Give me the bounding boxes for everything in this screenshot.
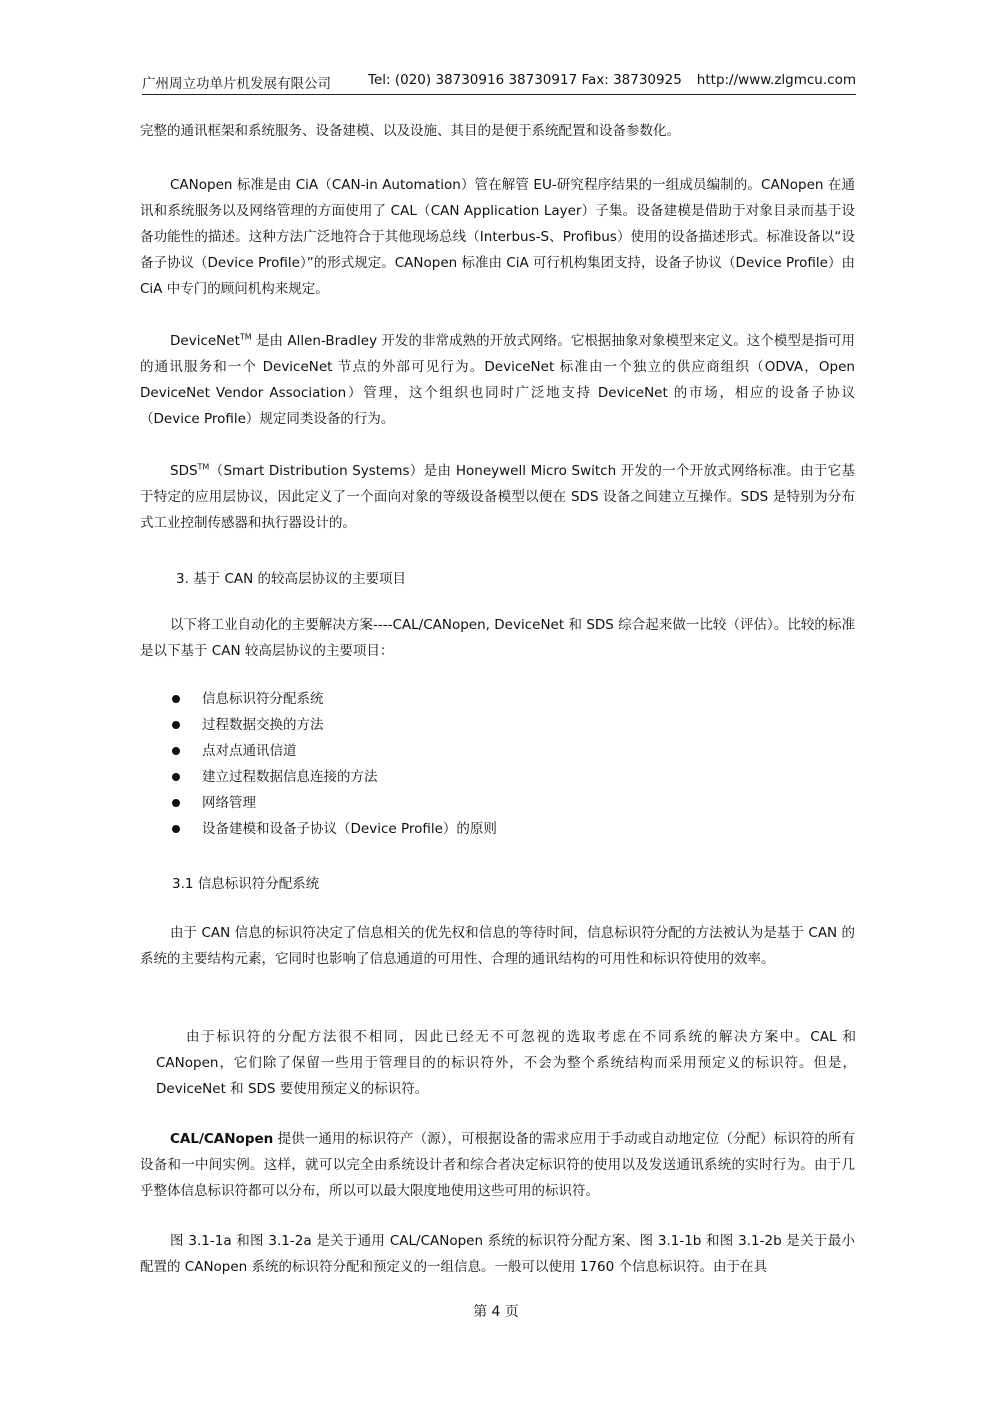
devicenet-text: 是由 Allen-Bradley 开发的非常成熟的开放式网络。它根据抽象对象模型来定义。这个模型是指可用的通讯服务和一个 DeviceNet 节点的外部可见行为。DeviceNet 标准由一个独立的供应商组织（ODVA，Open DeviceNet Vendor Association）管理，这个组织也同时广泛地支持 DeviceNet 的市场，相应的设备子协议（Device Profile）规定同类设备的行为。: [140, 333, 855, 427]
list-item: 建立过程数据信息连接的方法: [172, 764, 672, 790]
list-item: 点对点通讯信道: [172, 738, 672, 764]
list-item: 过程数据交换的方法: [172, 712, 672, 738]
section-heading-3: 3. 基于 CAN 的较高层协议的主要项目: [176, 571, 407, 587]
paragraph-cal-canopen: [140, 1126, 855, 1204]
devicenet-name: DeviceNet: [170, 333, 240, 349]
criteria-list: [172, 686, 672, 842]
page-number: 第 4 页: [473, 1304, 519, 1320]
paragraph-sds: [140, 458, 855, 536]
paragraph-allocation: 由于标识符的分配方法很不相同，因此已经无不可忽视的选取考虑在不同系统的解决方案中。CAL 和 CANopen，它们除了保留一些用于管理目的的标识符外，不会为整个系统结构而采用预定义的标识符。但是，DeviceNet 和 SDS 要使用预定义的标识符。: [156, 1029, 856, 1097]
section-heading-3-1: 3.1 信息标识符分配系统: [172, 876, 320, 892]
trademark-mark: TM: [239, 332, 252, 342]
paragraph-devicenet: [140, 328, 855, 432]
paragraph-figures: 图 3.1-1a 和图 3.1-2a 是关于通用 CAL/CANopen 系统的标识符分配方案、图 3.1-1b 和图 3.1-2b 是关于最小配置的 CANopen 系统的标识符分配和预定义的一组信息。一般可以使用 1760 个信息标识符。由于在具: [140, 1233, 855, 1275]
sds-name: SDS: [170, 463, 198, 479]
paragraph-identifier: 由于 CAN 信息的标识符决定了信息相关的优先权和信息的等待时间，信息标识符分配的方法被认为是基于 CAN 的系统的主要结构元素，它同时也影响了信息通道的可用性、合理的通讯结构的可用性和标识符使用的效率。: [140, 925, 855, 967]
bullet-icon: [172, 695, 180, 703]
header-company: 广州周立功单片机发展有限公司: [142, 76, 331, 92]
paragraph-comparison: 以下将工业自动化的主要解决方案----CAL/CANopen, DeviceNet 和 SDS 综合起来做一比较（评估）。比较的标准是以下基于 CAN 较高层协议的主要项目：: [140, 617, 855, 659]
list-item: 设备建模和设备子协议（Device Profile）的原则: [172, 816, 672, 842]
bullet-icon: [172, 799, 180, 807]
bullet-icon: [172, 825, 180, 833]
page-header: [142, 70, 856, 95]
paragraph-canopen: CANopen 标准是由 CiA（CAN-in Automation）管在解管 EU-研究程序结果的一组成员编制的。CANopen 在通讯和系统服务以及网络管理的方面使用了 CAL（CAN Application Layer）子集。设备建模是借助于对象目录而基于设备功能性的描述。这种方法广泛地符合于其他现场总线（Interbus-S、Profibus）使用的设备描述形式。标准设备以“设备子协议（Device Profile）”的形式规定。CANopen 标准由 CiA 可行机构集团支持，设备子协议（Device Profile）由 CiA 中专门的顾问机构来规定。: [140, 177, 855, 297]
header-contact: Tel: (020) 38730916 38730917 Fax: 38730925: [368, 72, 682, 88]
sds-text: （Smart Distribution Systems）是由 Honeywell Micro Switch 开发的一个开放式网络标准。由于它基于特定的应用层协议，因此定义了一个面向对象的等级设备模型以便在 SDS 设备之间建立互操作。SDS 是特别为分布式工业控制传感器和执行器设计的。: [140, 463, 855, 531]
header-url[interactable]: http://www.zlgmcu.com: [696, 72, 856, 88]
list-item: 网络管理: [172, 790, 672, 816]
cal-canopen-text: 提供一通用的标识符产（源），可根据设备的需求应用于手动或自动地定位（分配）标识符的所有设备和一中间实例。这样，就可以完全由系统设计者和综合者决定标识符的使用以及发送通讯系统的实时行为。由于几乎整体信息标识符都可以分布，所以可以最大限度地使用这些可用的标识符。: [140, 1131, 855, 1199]
paragraph-intro: 完整的通讯框架和系统服务、设备建模、以及设施、其目的是便于系统配置和设备参数化。: [140, 123, 680, 139]
bullet-icon: [172, 773, 180, 781]
bullet-icon: [172, 747, 180, 755]
cal-canopen-name: CAL/CANopen: [170, 1131, 274, 1147]
trademark-mark: TM: [197, 462, 210, 472]
list-item: 信息标识符分配系统: [172, 686, 672, 712]
bullet-icon: [172, 721, 180, 729]
